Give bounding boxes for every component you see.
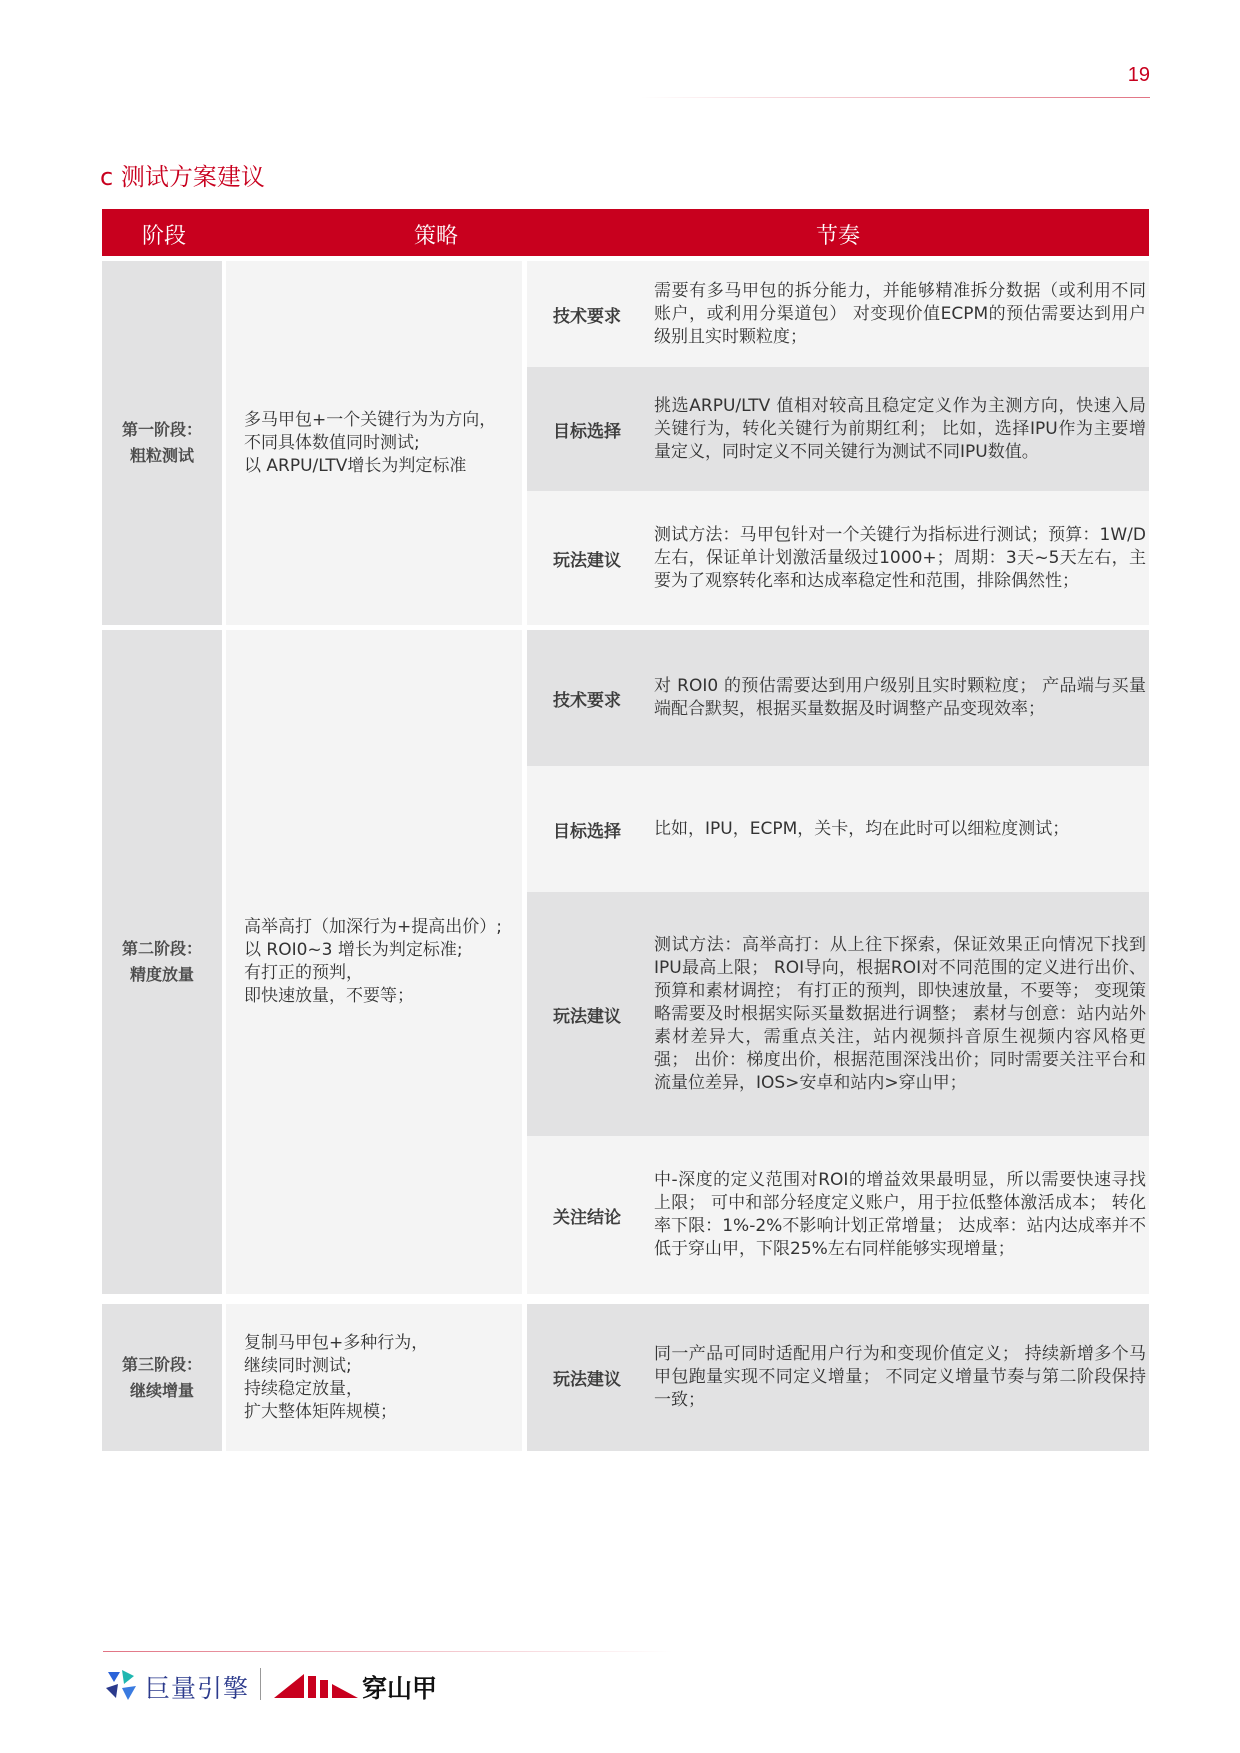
row-text: 中-深度的定义范围对ROI的增益效果最明显，所以需要快速寻找上限； 可中和部分轻度定义账户，用于拉低整体激活成本； 转化率下限：1%-2%不影响计划正常增量； 达成率：站内达成率并不低于穿山甲，下限25%左右同样能够实现增量； — [654, 1170, 1146, 1259]
oceanengine-logo-icon — [102, 1666, 140, 1704]
row-text: 挑选ARPU/LTV 值相对较高且稳定定义作为主测方向，快速入局关键行为，转化关键行为前期红利； 比如，选择IPU作为主要增量定义，同时定义不同关键行为测试不同IPU数值。 — [654, 395, 1146, 462]
pangle-logo-text: 穿山甲 — [362, 1674, 438, 1703]
stage-3-name: 第三阶段： 继续增量 — [102, 1304, 222, 1451]
header-strategy: 策略 — [413, 224, 458, 249]
section-title: c 测试方案建议 — [100, 163, 265, 191]
row-text: 比如，IPU，ECPM，关卡，均在此时可以细粒度测试； — [654, 818, 1070, 839]
stage-1-strategy: 多马甲包+一个关键行为为方向， 不同具体数值同时测试; 以 ARPU/LTV增长为判定标准 — [226, 261, 522, 625]
row-text: 测试方法：马甲包针对一个关键行为指标进行测试；预算：1W/D左右，保证单计划激活量级过1000+；周期：3天~5天左右，主要为了观察转化率和达成率稳定性和范围，排除偶然性； — [654, 524, 1146, 591]
stage-1-name: 第一阶段： 粗粒测试 — [102, 261, 222, 625]
row-text: 同一产品可同时适配用户行为和变现价值定义； 持续新增多个马甲包跑量实现不同定义增量； 不同定义增量节奏与第二阶段保持一致； — [654, 1344, 1146, 1410]
row-label: 玩法建议 — [553, 550, 621, 571]
oceanengine-logo-text: 巨量引擎 — [145, 1674, 250, 1703]
stage-2-name: 第二阶段： 精度放量 — [102, 630, 222, 1294]
stage-2-row-2 — [527, 766, 1149, 892]
stage-3-row-1 — [527, 1304, 1149, 1451]
stage-2-row-1 — [527, 630, 1149, 766]
header-divider — [640, 97, 1150, 98]
logo-separator — [260, 1668, 261, 1700]
stage-2-strategy: 高举高打（加深行为+提高出价）; 以 ROI0~3 增长为判定标准; 有打正的预判， 即快速放量，不要等； — [226, 630, 522, 1294]
row-label: 玩法建议 — [553, 1006, 621, 1027]
header-stage: 阶段 — [141, 224, 186, 249]
stage-3-strategy: 复制马甲包+多种行为， 继续同时测试; 持续稳定放量， 扩大整体矩阵规模； — [226, 1304, 522, 1451]
stage-1-row-3 — [527, 491, 1149, 625]
footer-divider — [103, 1651, 673, 1652]
header-rhythm: 节奏 — [815, 224, 860, 249]
row-text: 对 ROI0 的预估需要达到用户级别且实时颗粒度； 产品端与买量端配合默契，根据买量数据及时调整产品变现效率； — [654, 676, 1146, 719]
row-label: 玩法建议 — [553, 1370, 621, 1390]
row-label: 技术要求 — [553, 306, 621, 327]
stage-1-row-1 — [527, 261, 1149, 367]
row-label: 目标选择 — [553, 821, 621, 842]
page-number: 19 — [1127, 64, 1150, 86]
table-header — [102, 209, 1149, 256]
stage-2-row-4 — [527, 1136, 1149, 1294]
row-label: 技术要求 — [553, 690, 621, 711]
row-label: 关注结论 — [553, 1207, 621, 1228]
pangle-logo-icon — [274, 1670, 360, 1700]
row-text: 需要有多马甲包的拆分能力，并能够精准拆分数据（或利用不同账户，或利用分渠道包） 对变现价值ECPM的预估需要达到用户级别且实时颗粒度； — [654, 280, 1146, 347]
row-label: 目标选择 — [553, 421, 621, 442]
row-text: 测试方法：高举高打：从上往下探索，保证效果正向情况下找到IPU最高上限； ROI导向，根据ROI对不同范围的定义进行出价、预算和素材调控； 有打正的预判，即快速放量，不要等； 变现策略需要及时根据实际买量数据进行调整； 素材与创意：站内站外素材差异大，需重点关注，站内视频抖音原生视频内容风格更强； 出价：梯度出价，根据范围深浅出价；同时需要关注平台和流量位差异，IOS>安卓和站内>穿山甲； — [654, 934, 1146, 1093]
stage-1-row-2 — [527, 367, 1149, 491]
stage-2-row-3 — [527, 892, 1149, 1136]
